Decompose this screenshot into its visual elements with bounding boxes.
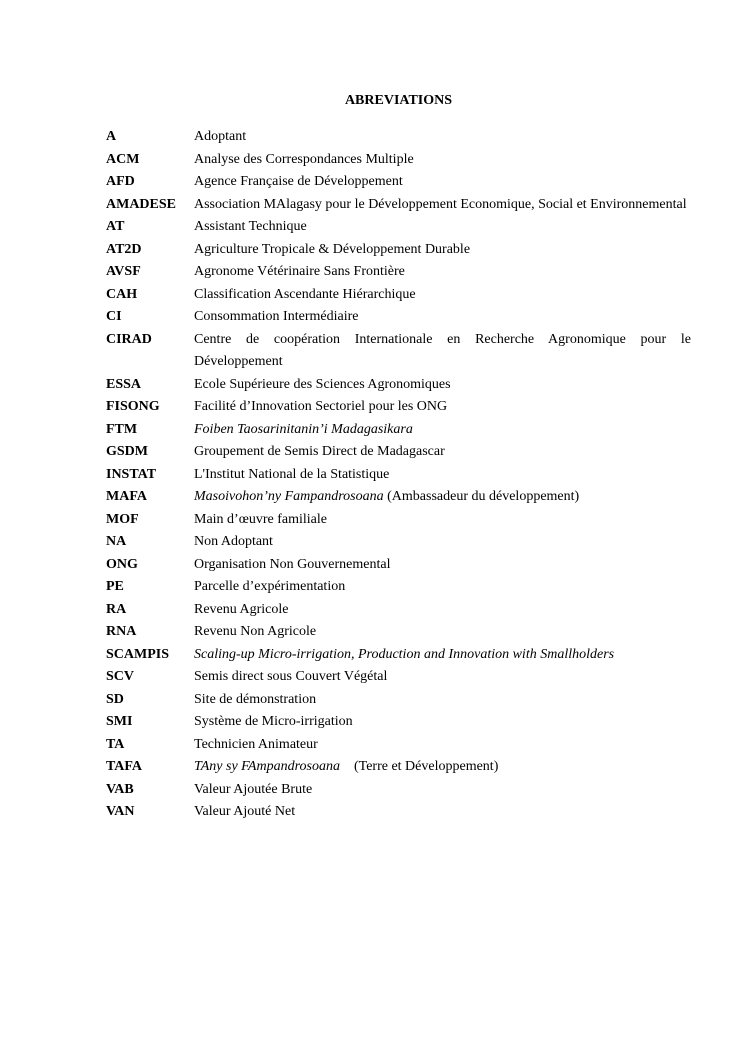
definition-text: (Terre et Développement) (339, 759, 499, 774)
abbreviation-term: VAB (106, 781, 134, 797)
abbreviation-term: RA (106, 601, 127, 617)
abbreviation-row (106, 149, 691, 172)
definition-italic-text: Scaling-up Micro-irrigation, Production and Innovation with Smallholders (194, 646, 615, 662)
abbreviation-row (106, 419, 691, 442)
abbreviation-definition (194, 599, 691, 622)
page-title: ABREVIATIONS (344, 93, 453, 108)
abbreviation-term: SD (106, 691, 124, 707)
abbreviation-list (106, 126, 695, 824)
abbreviation-term: CI (106, 309, 122, 324)
abbreviation-term: AFD (106, 174, 135, 189)
abbreviation-definition (194, 464, 691, 487)
definition-text: Semis direct sous Couvert Végétal (194, 669, 388, 684)
definition-text: Système de Micro-irrigation (194, 714, 353, 729)
abbreviation-definition (194, 621, 691, 644)
definition-text: Classification Ascendante Hiérarchique (194, 286, 416, 302)
abbreviation-term: RNA (106, 624, 137, 639)
definition-text: Assistant Technique (194, 219, 307, 234)
definition-text: Ecole Supérieure des Sciences Agronomiques (194, 376, 451, 392)
abbreviation-term: FTM (106, 421, 138, 437)
abbreviation-definition (194, 486, 691, 509)
abbreviation-term: SCV (106, 669, 135, 684)
abbreviation-term: CAH (106, 286, 138, 302)
abbreviation-definition (194, 171, 691, 194)
abbreviation-row (106, 666, 691, 689)
abbreviation-row (106, 464, 691, 487)
abbreviation-term: ACM (106, 151, 140, 167)
abbreviation-definition (194, 216, 691, 239)
definition-text: Consommation Intermédiaire (194, 309, 359, 324)
abbreviation-row (106, 734, 691, 757)
abbreviation-definition (194, 711, 691, 734)
abbreviation-row (106, 306, 691, 329)
definition-text: Organisation Non Gouvernemental (194, 556, 391, 572)
abbreviation-row (106, 441, 691, 464)
abbreviation-definition (194, 509, 691, 532)
abbreviation-definition (194, 441, 691, 464)
abbreviation-term: MOF (106, 511, 139, 527)
abbreviation-row (106, 509, 691, 532)
abbreviation-row (106, 374, 691, 397)
abbreviation-definition (194, 306, 691, 329)
abbreviation-term: PE (106, 579, 124, 594)
definition-italic-text: Masoivohon’ny Fampandrosoana (194, 489, 384, 504)
definition-text: Adoptant (194, 129, 247, 144)
definition-text: Revenu Non Agricole (194, 624, 317, 639)
abbreviation-term: TA (106, 736, 125, 752)
abbreviation-definition (194, 554, 691, 577)
abbreviation-definition (194, 644, 691, 667)
definition-italic-text: TAny sy FAmpandrosoana (194, 759, 340, 774)
abbreviation-term: AMADESE (106, 196, 177, 212)
definition-text: Analyse des Correspondances Multiple (194, 151, 414, 167)
abbreviation-definition (194, 396, 691, 419)
definition-text: Facilité d’Innovation Sectoriel pour les ONG (194, 399, 448, 414)
abbreviation-row (106, 216, 691, 239)
abbreviation-row (106, 599, 691, 622)
abbreviation-term: VAN (106, 804, 135, 819)
definition-text: Parcelle d’expérimentation (194, 579, 346, 594)
abbreviation-term: ESSA (106, 376, 142, 392)
abbreviation-definition (194, 419, 691, 442)
abbreviation-definition (194, 779, 691, 802)
abbreviation-row (106, 711, 691, 734)
abbreviation-term: CIRAD (106, 331, 152, 347)
abbreviation-term: NA (106, 534, 127, 549)
abbreviation-definition (194, 149, 691, 172)
abbreviation-row (106, 171, 691, 194)
abbreviation-row (106, 239, 691, 262)
definition-text: Revenu Agricole (194, 601, 289, 617)
abbreviation-row (106, 621, 691, 644)
abbreviation-term: AVSF (106, 264, 141, 279)
definition-text: Site de démonstration (194, 691, 317, 707)
definition-text: Groupement de Semis Direct de Madagascar (194, 444, 445, 459)
definition-text: (Ambassadeur du développement) (383, 489, 580, 504)
definition-text: Valeur Ajouté Net (194, 804, 296, 819)
abbreviation-definition (194, 576, 691, 599)
abbreviation-row (106, 531, 691, 554)
abbreviation-row (106, 689, 691, 712)
abbreviation-term: FISONG (106, 399, 160, 414)
abbreviation-definition (194, 329, 695, 374)
abbreviation-row (106, 396, 691, 419)
abbreviation-term: INSTAT (106, 466, 157, 482)
definition-text: Association MAlagasy pour le Développement Economique, Social et Environnemental (194, 196, 687, 212)
abbreviation-row (106, 576, 691, 599)
abbreviation-definition (194, 689, 691, 712)
abbreviation-row (106, 126, 691, 149)
abbreviation-row (106, 554, 691, 577)
abbreviation-term: AT2D (106, 241, 142, 257)
definition-text: Technicien Animateur (194, 736, 318, 752)
abbreviation-row (106, 194, 691, 217)
abbreviation-definition (194, 194, 691, 217)
abbreviation-term: MAFA (106, 489, 147, 504)
abbreviation-row (106, 644, 691, 667)
abbreviation-term: A (106, 129, 117, 144)
definition-italic-text: Foiben Taosarinitanin’i Madagasikara (194, 421, 413, 437)
abbreviation-definition (194, 801, 691, 824)
abbreviation-row (106, 284, 691, 307)
abbreviation-row (106, 329, 695, 374)
definition-text: Agronome Vétérinaire Sans Frontière (194, 264, 405, 279)
abbreviation-definition (194, 531, 691, 554)
abbreviation-term: SCAMPIS (106, 646, 170, 662)
definition-text: Agriculture Tropicale & Développement Durable (194, 241, 471, 257)
abbreviation-row (106, 779, 691, 802)
abbreviation-term: SMI (106, 714, 133, 729)
definition-text: Agence Française de Développement (194, 174, 403, 189)
definition-text: Valeur Ajoutée Brute (194, 781, 313, 797)
abbreviation-term: ONG (106, 556, 138, 572)
abbreviation-row (106, 261, 691, 284)
abbreviation-definition (194, 126, 691, 149)
abbreviation-definition (194, 666, 691, 689)
abbreviation-definition (194, 239, 691, 262)
abbreviation-row (106, 486, 691, 509)
definition-text: Centre de coopération Internationale en Recherche Agronomique pour le Développement (194, 331, 695, 369)
abbreviation-row (106, 801, 691, 824)
definition-text: Main d’œuvre familiale (194, 511, 327, 527)
abbreviation-row (106, 756, 691, 779)
abbreviation-term: TAFA (106, 759, 143, 774)
abbreviation-term: GSDM (106, 444, 148, 459)
abbreviation-definition (194, 756, 691, 779)
abbreviation-definition (194, 734, 691, 757)
abbreviation-definition (194, 261, 691, 284)
definition-text: L'Institut National de la Statistique (194, 466, 390, 482)
abbreviation-definition (194, 284, 691, 307)
definition-text: Non Adoptant (194, 534, 273, 549)
abbreviation-definition (194, 374, 691, 397)
abbreviation-term: AT (106, 219, 125, 234)
